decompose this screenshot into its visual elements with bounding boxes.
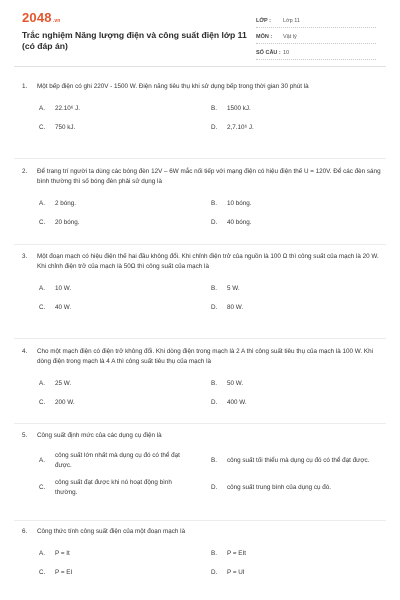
meta-row-class [256,12,376,28]
option-c[interactable] [22,218,194,228]
option-b[interactable] [194,379,366,389]
option-text: 5 W. [227,285,240,292]
option-text: 80 W. [227,304,244,311]
option-letter: C. [39,304,46,311]
option-letter: B. [211,200,217,207]
option-text: 2 bóng. [55,200,77,207]
meta-panel [256,12,376,60]
page-title: Trắc nghiệm Năng lượng điện và công suất điện lớp 11 (có đáp án) [22,30,247,51]
option-d[interactable] [194,398,366,408]
question-5 [22,431,382,507]
option-letter: A. [39,200,45,207]
option-d[interactable] [194,218,366,228]
option-letter: B. [211,457,217,464]
option-text: 20 bóng. [55,219,80,226]
option-text: P = It [55,550,70,557]
question-number: 1. [22,83,28,90]
option-text: 50 W. [227,380,244,387]
option-b[interactable] [194,199,366,209]
option-letter: C. [39,219,46,226]
option-text: công suất lớn nhất mà dụng cụ đó có thể đạt được. [55,452,180,469]
option-letter: B. [211,550,217,557]
option-text: 10 W. [55,285,72,292]
option-letter: D. [211,399,218,406]
options [22,379,382,408]
option-text: P = EI [55,569,73,576]
option-a[interactable] [22,451,187,471]
option-letter: B. [211,105,217,112]
option-a[interactable] [22,379,194,389]
option-d[interactable] [194,303,366,313]
question-text: Một bếp điện có ghi 220V - 1500 W. Điện năng tiêu thụ khi sử dụng bếp trong thời gian 30 phút là [37,83,309,90]
option-c[interactable] [22,568,194,578]
question-2 [22,167,382,237]
option-text: công suất đạt được khi nó hoạt động bình thường. [55,479,172,496]
meta-label: MÔN : [256,34,273,40]
options [22,199,382,228]
question-text: Công thức tính công suất điện của một đoạn mạch là [37,528,186,535]
option-c[interactable] [22,123,194,133]
option-text: công suất tối thiểu mà dụng cụ đó có thể đạt được. [227,457,370,464]
option-letter: D. [211,569,218,576]
option-text: 22.10⁶ J. [55,105,80,112]
option-letter: D. [211,484,218,491]
option-letter: A. [39,457,45,464]
question-divider [14,520,386,521]
option-text: 40 W. [55,304,72,311]
option-letter: A. [39,380,45,387]
option-b[interactable] [194,104,366,114]
option-letter: D. [211,219,218,226]
question-divider [14,338,386,339]
option-text: 200 W. [55,399,75,406]
meta-value: 10 [283,50,290,56]
meta-row-count [256,44,376,60]
option-letter: B. [211,380,217,387]
option-letter: D. [211,124,218,131]
option-letter: C. [39,569,46,576]
question-number: 4. [22,348,28,355]
meta-value: Lớp 11 [283,18,300,24]
question-4 [22,347,382,417]
option-text: P = EIt [227,550,246,557]
option-b[interactable] [194,284,366,294]
option-c[interactable] [22,398,194,408]
option-text: 40 bóng. [227,219,252,226]
option-text: 25 W. [55,380,72,387]
option-text: công suất trung bình của dụng cụ đó. [227,484,331,491]
question-number: 5. [22,432,28,439]
option-letter: B. [211,285,217,292]
question-1 [22,82,382,142]
option-b[interactable] [194,549,366,559]
option-c[interactable] [22,478,187,498]
question-divider [14,423,386,424]
option-letter: C. [39,124,46,131]
site-logo[interactable] [22,10,61,25]
option-letter: D. [211,304,218,311]
option-letter: A. [39,105,45,112]
option-text: P = UI [227,569,245,576]
option-a[interactable] [22,549,194,559]
question-3 [22,252,382,322]
option-d[interactable] [194,568,366,578]
option-text: 10 bóng. [227,200,252,207]
option-text: 400 W. [227,399,247,406]
option-letter: C. [39,399,46,406]
question-divider [14,158,386,159]
options [22,549,382,578]
option-text: 1500 kJ. [227,105,251,112]
option-text: 2,7.10⁶ J. [227,124,254,131]
options [22,451,382,498]
question-number: 2. [22,168,28,175]
option-c[interactable] [22,303,194,313]
meta-label: SỐ CÂU : [256,50,281,56]
question-number: 3. [22,253,28,260]
option-letter: A. [39,550,45,557]
question-text: Để trang trí người ta dùng các bóng đèn 12V – 6W mắc nối tiếp với mạng điện có hiệu điện thế U = 120V. Để các đèn sáng bình thường thì số bóng đèn phải sử dụng là [37,168,381,185]
question-text: Cho một mạch điện có điện trở không đổi. Khi dòng điện trong mạch là 2 A thì công suất tiêu thụ của mạch là 100 W. Khi dòng điện trong mạch là 4 A thì công suất tiêu thụ của mạch là [37,348,373,365]
question-divider [14,244,386,245]
logo-tld: .vn [52,18,61,24]
option-a[interactable] [22,104,194,114]
question-6 [22,527,382,587]
meta-label: LỚP : [256,18,271,24]
meta-value: Vật lý [283,34,297,40]
options [22,104,382,133]
question-text: Một đoạn mạch có hiệu điện thế hai đầu không đổi. Khi chỉnh điện trở của nguồn là 100 Ω thì công suất của mạch là 20 W. Khi chỉnh điện trở của mạch là 50Ω thì công suất của mạch là [37,253,379,270]
option-b[interactable] [194,451,374,471]
option-a[interactable] [22,284,194,294]
option-letter: C. [39,484,46,491]
meta-row-subject [256,28,376,44]
question-text: Công suất định mức của các dụng cụ điện là [37,432,162,439]
logo-text: 2048 [22,10,52,25]
option-letter: A. [39,285,45,292]
option-text: 750 kJ. [55,124,76,131]
option-d[interactable] [194,123,366,133]
option-d[interactable] [194,478,374,498]
question-number: 6. [22,528,28,535]
header-divider [14,66,386,67]
option-a[interactable] [22,199,194,209]
options [22,284,382,313]
